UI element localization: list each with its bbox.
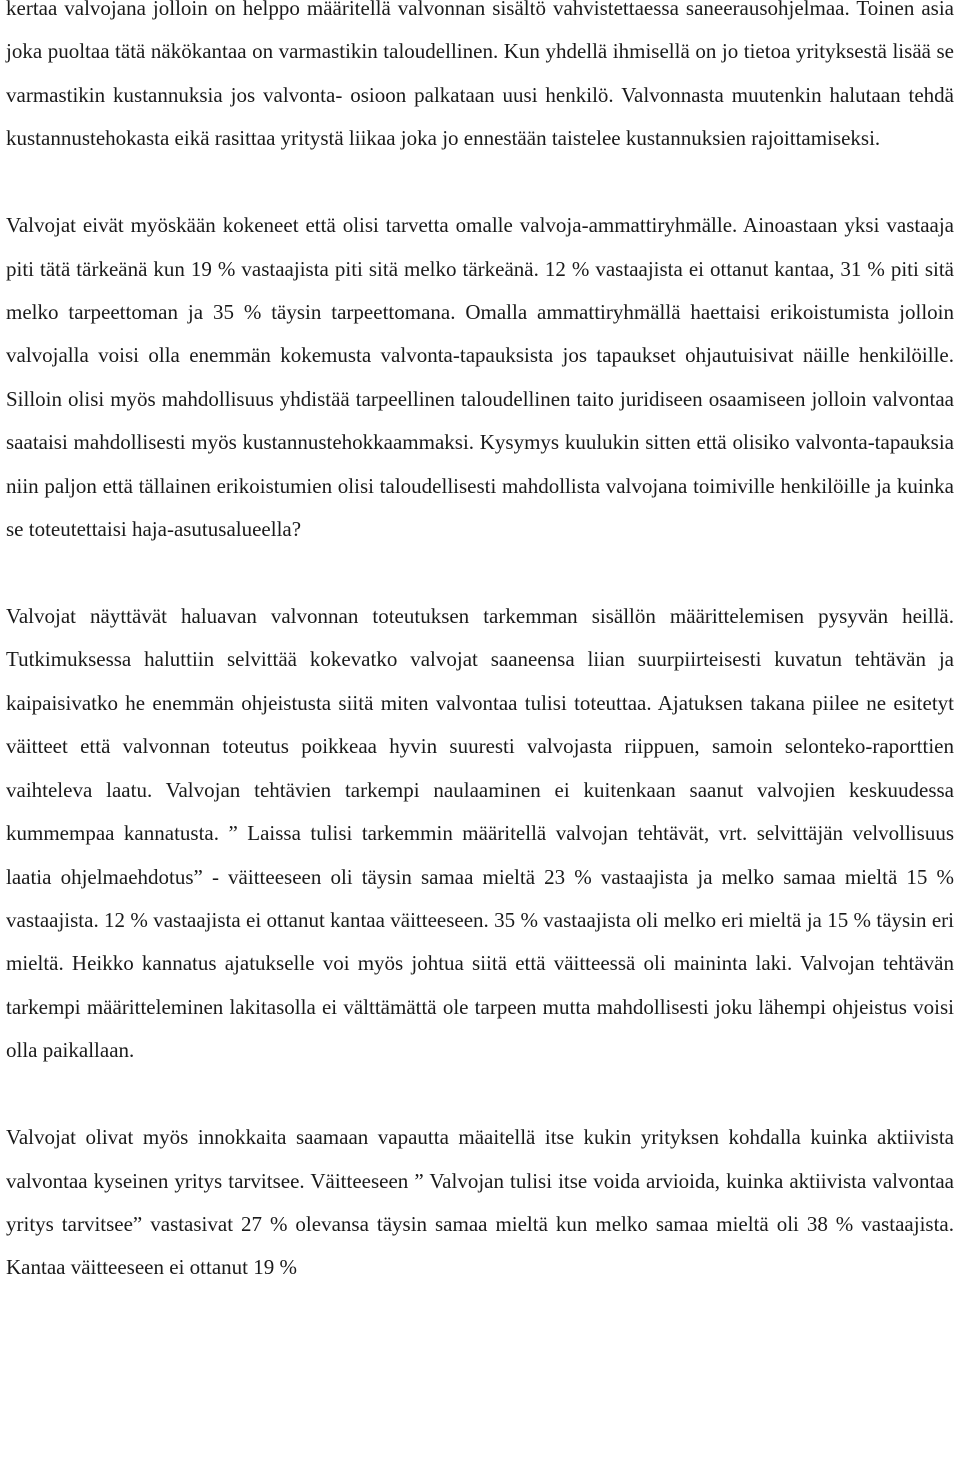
paragraph-3: Valvojat näyttävät haluavan valvonnan toteutuksen tarkemman sisällön määrittelemisen pysyvän heillä. Tutkimuksessa haluttiin selvittää kokevatko valvojat saaneensa liian suurpiirteisesti kuvatun tehtävän ja kaipaisivatko he enemmän ohjeistusta siitä miten valvontaa tulisi toteuttaa. Ajatuksen takana piilee ne esitetyt väitteet että valvonnan toteutus poikkeaa hyvin suuresti valvojasta riippuen, samoin selonteko-raporttien vaihteleva laatu. Valvojan tehtävien tarkempi naulaaminen ei kuitenkaan saanut valvojien keskuudessa kummempaa kannatusta. ” Laissa tulisi tarkemmin määritellä valvojan tehtävät, vrt. selvittäjän velvollisuus laatia ohjelmaehdotus” - väitteeseen oli täysin samaa mieltä 23 % vastaajista ja melko samaa mieltä 15 % vastaajista. 12 % vastaajista ei ottanut kantaa väitteeseen. 35 % vastaajista oli melko eri mieltä ja 15 % täysin eri mieltä. Heikko kannatus ajatukselle voi myös johtua siitä että väitteessä oli maininta laki. Valvojan tehtävän tarkempi määritteleminen lakitasolla ei välttämättä ole tarpeen mutta mahdollisesti joku lähempi ohjeistus voisi olla paikallaan. (6, 604, 954, 1063)
paragraph-2: Valvojat eivät myöskään kokeneet että olisi tarvetta omalle valvoja-ammattiryhmälle. Ainoastaan yksi vastaaja piti tätä tärkeänä kun 19 % vastaajista piti sitä melko tärkeänä. 12 % vastaajista ei ottanut kantaa, 31 % piti sitä melko tarpeettoman ja 35 % täysin tarpeettomana. Omalla ammattiryhmällä haettaisi erikoistumista jolloin valvojalla voisi olla enemmän kokemusta valvonta-tapauksista jos tapaukset ohjautuisivat näille henkilöille. Silloin olisi myös mahdollisuus yhdistää tarpeellinen taloudellinen taito juridiseen osaamiseen jolloin valvontaa saataisi mahdollisesti myös kustannustehokkaammaksi. Kysymys kuulukin sitten että olisiko valvonta-tapauksia niin paljon että tällainen erikoistumien olisi taloudellisesti mahdollista valvojana toimiville henkilöille ja kuinka se toteutettaisi haja-asutusalueella? (6, 213, 954, 542)
document-page (6, 0, 954, 1290)
paragraph-1: kertaa valvojana jolloin on helppo määritellä valvonnan sisältö vahvistettaessa saneerausohjelmaa. Toinen asia joka puoltaa tätä näkökantaa on varmastikin taloudellinen. Kun yhdellä ihmisellä on jo tietoa yrityksestä lisää se varmastikin kustannuksia jos valvonta- osioon palkataan uusi henkilö. Valvonnasta muutenkin halutaan tehdä kustannustehokasta eikä rasittaa yritystä liikaa joka jo ennestään taistelee kustannuksien rajoittamiseksi. (6, 0, 954, 151)
paragraph-4: Valvojat olivat myös innokkaita saamaan vapautta mäaitellä itse kukin yrityksen kohdalla kuinka aktiivista valvontaa kyseinen yritys tarvitsee. Väitteeseen ” Valvojan tulisi itse voida arvioida, kuinka aktiivista valvontaa yritys tarvitsee” vastasivat 27 % olevansa täysin samaa mieltä kun melko samaa mieltä oli 38 % vastaajista. Kantaa väitteeseen ei ottanut 19 % (6, 1125, 954, 1280)
